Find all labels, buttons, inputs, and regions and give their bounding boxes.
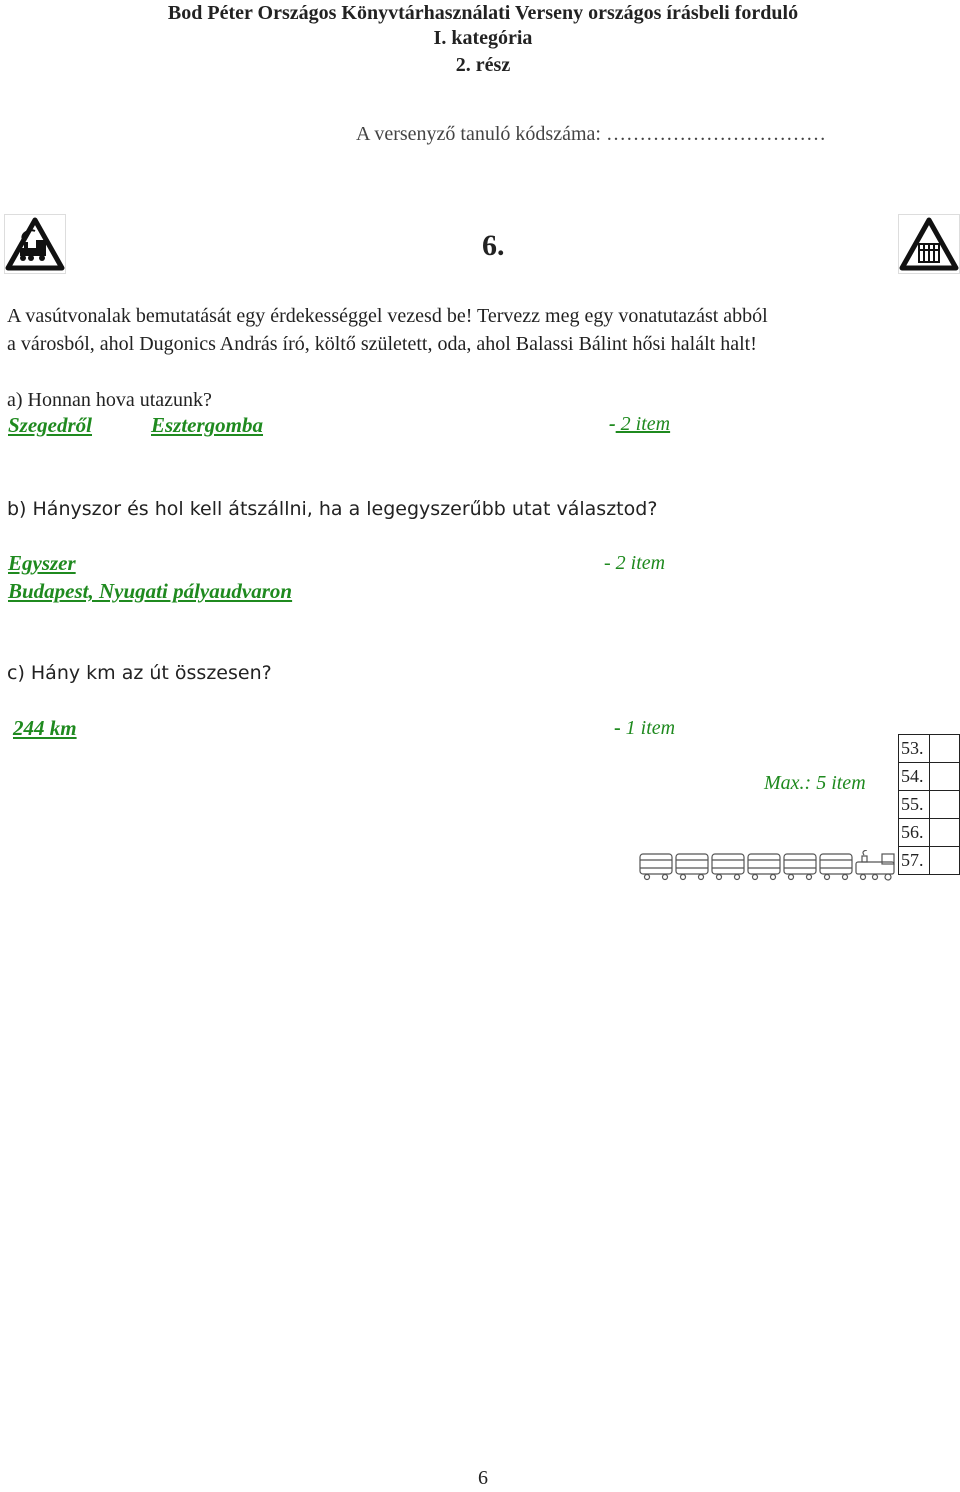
code-label: A versenyző tanuló kódszáma:: [356, 123, 601, 145]
item-c-label: 1 item: [620, 717, 676, 739]
score-row: [899, 735, 960, 763]
item-b: - 2 item: [604, 552, 666, 574]
score-row-number: 54.: [899, 763, 930, 791]
question-a: a) Honnan hova utazunk?: [7, 389, 212, 411]
header-title: Bod Péter Országos Könyvtárhasználati Verseny országos írásbeli forduló: [167, 2, 799, 24]
score-row: [899, 763, 960, 791]
score-row-number: 56.: [899, 819, 930, 847]
task-number: 6.: [482, 229, 505, 262]
item-a: [609, 413, 670, 436]
answer-a-from: Szegedről: [8, 413, 92, 437]
item-c-dash: -: [614, 717, 621, 739]
score-row-number: 57.: [899, 847, 930, 875]
item-c: [614, 717, 675, 740]
score-row-number: 55.: [899, 791, 930, 819]
score-box[interactable]: [930, 819, 960, 847]
train-drawing-icon: [638, 850, 898, 882]
header-category: I. kategória: [433, 27, 533, 49]
page-number: 6: [478, 1467, 488, 1489]
question-c: c) Hány km az út összesen?: [7, 662, 272, 684]
score-row: [899, 819, 960, 847]
item-a-dash: -: [609, 413, 616, 435]
item-a-label: 2 item: [615, 413, 671, 435]
score-table: [898, 734, 960, 875]
railway-crossing-locomotive-sign-icon: [4, 214, 66, 274]
answer-c: 244 km: [13, 716, 77, 740]
score-box[interactable]: [930, 763, 960, 791]
answer-a-to: Esztergomba: [151, 413, 264, 437]
code-line: [356, 121, 826, 147]
code-dots: ……………………………: [605, 123, 826, 145]
answer-b-count: Egyszer: [8, 551, 76, 575]
task-intro-line1: A vasútvonalak bemutatását egy érdekességgel vezesd be! Tervezz meg egy vonatutazást abból: [7, 305, 768, 327]
task-intro-line2: a városból, ahol Dugonics András író, költő született, oda, ahol Balassi Bálint hősi halált halt!: [7, 333, 757, 355]
score-row: [899, 847, 960, 875]
max-points: Max.: 5 item: [764, 772, 866, 794]
score-box[interactable]: [930, 847, 960, 875]
score-row-number: 53.: [899, 735, 930, 763]
score-box[interactable]: [930, 791, 960, 819]
score-row: [899, 791, 960, 819]
score-box[interactable]: [930, 735, 960, 763]
answer-b-place: Budapest, Nyugati pályaudvaron: [8, 579, 293, 603]
header-part: 2. rész: [455, 54, 511, 76]
railway-crossing-gate-sign-icon: [898, 214, 960, 274]
question-b: b) Hányszor és hol kell átszállni, ha a legegyszerűbb utat választod?: [7, 498, 658, 520]
